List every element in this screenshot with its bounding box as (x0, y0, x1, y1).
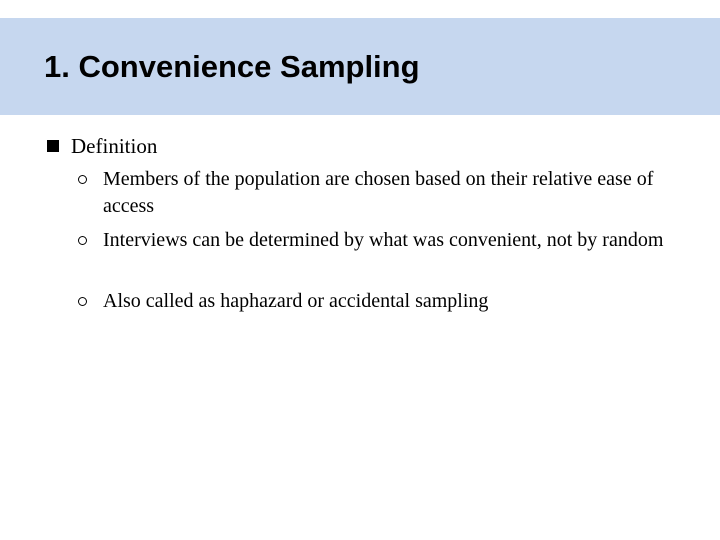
circle-bullet-icon (78, 236, 87, 245)
list-item (78, 288, 688, 315)
slide-title: 1. Convenience Sampling (44, 49, 420, 84)
list-item-text: Interviews can be determined by what was convenient, not by random (103, 229, 664, 251)
square-bullet-icon (47, 140, 59, 152)
circle-bullet-icon (78, 175, 87, 184)
section-heading: Definition (71, 134, 158, 158)
list-item-text: Members of the population are chosen based on their relative ease of access (103, 168, 654, 217)
list-item-text: Also called as haphazard or accidental sampling (103, 290, 489, 312)
circle-bullet-icon (78, 297, 87, 306)
list-item (78, 227, 688, 254)
list-item (78, 166, 688, 220)
